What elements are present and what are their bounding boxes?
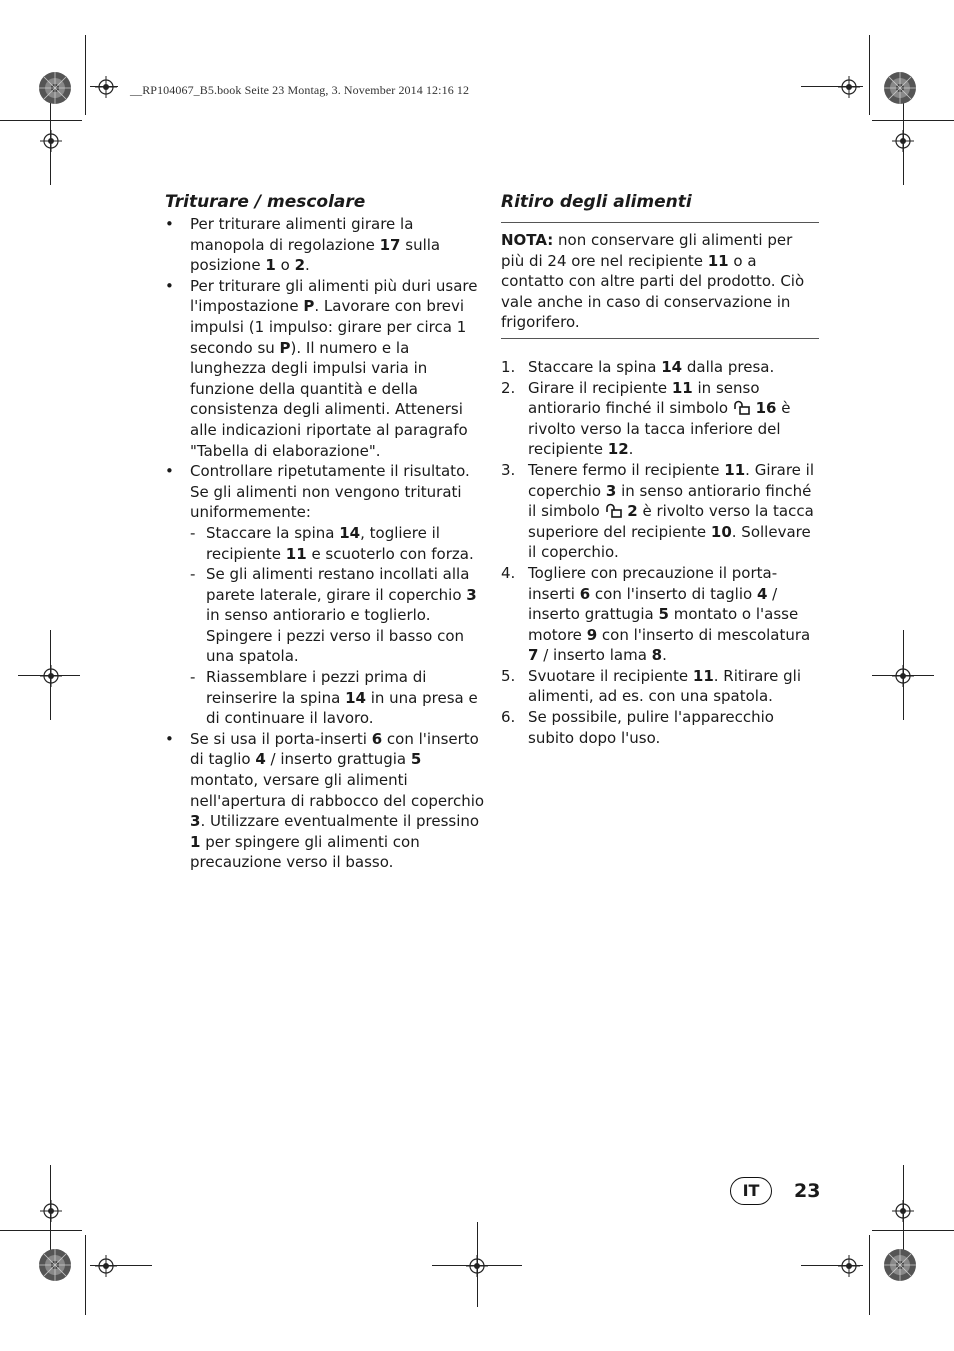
list-item: • Controllare ripetutamente il risultato. Se gli alimenti non vengono triturati uniformemente: - Staccare la spina 14, togliere il recipiente 11 e scuoterlo con forza. - Se gli alimenti restano incollati alla parete laterale, girare il coperchio 3 in senso antiorario e toglierlo. Spingere i pezzi verso il basso con una spatola. - Riassemblare i pezzi prima di reinserire la spina 14 in una presa e di continuare il lavoro. — [165, 461, 485, 729]
crop-mark — [869, 35, 870, 115]
crop-mark — [872, 120, 954, 121]
registration-mark-icon — [838, 76, 860, 98]
unlock-icon — [605, 503, 623, 518]
ref-number: 17 — [379, 235, 401, 254]
bullet-list — [165, 214, 485, 873]
section-heading-triturare: Triturare / mescolare — [165, 192, 366, 212]
registration-mark-icon — [95, 1255, 117, 1277]
color-rosette-icon — [883, 1248, 917, 1282]
list-item: - Riassemblare i pezzi prima di reinserire la spina 14 in una presa e di continuare il lavoro. — [190, 668, 478, 728]
crop-mark — [0, 120, 82, 121]
ref-number: 4 — [255, 750, 266, 769]
crop-mark — [869, 1235, 870, 1315]
dash-icon: - — [190, 523, 196, 542]
unlock-icon — [733, 400, 751, 415]
bullet-icon: • — [165, 276, 174, 295]
ref-number: 11 — [692, 666, 714, 685]
right-column — [501, 190, 821, 748]
registration-mark-icon — [466, 1255, 488, 1277]
step-item: 1. Staccare la spina 14 dalla presa. — [501, 357, 775, 376]
ref-number: 11 — [285, 544, 307, 563]
step-number: 4. — [501, 563, 516, 582]
bullet-icon: • — [165, 462, 174, 481]
registration-mark-icon — [838, 1255, 860, 1277]
step-number: 2. — [501, 378, 516, 397]
color-rosette-icon — [883, 71, 917, 105]
registration-mark-icon — [892, 130, 914, 152]
list-item: • Per triturare alimenti girare la manopola di regolazione 17 sulla posizione 1 o 2. — [165, 215, 441, 275]
ref-number: 7 — [528, 646, 539, 665]
step-item: 4. Togliere con precauzione il porta-inserti 6 con l'inserto di taglio 4 / inserto grattugia 5 montato o l'asse motore 9 con l'inserto di mescolatura 7 / inserto lama 8. — [501, 563, 811, 665]
list-item: - Se gli alimenti restano incollati alla parete laterale, girare il coperchio 3 in senso antiorario e toglierlo. Spingere i pezzi verso il basso con una spatola. — [190, 565, 477, 666]
list-item: • Per triturare gli alimenti più duri usare l'impostazione P. Lavorare con brevi impulsi (1 impulso: girare per circa 1 secondo su P). Il numero e la lunghezza degli impulsi varia in funzione della quantità e della consistenza degli alimenti. Attenersi alle indicazioni riportate al paragrafo "Tabella di elaborazione". — [165, 276, 478, 460]
list-item: - Staccare la spina 14, togliere il recipiente 11 e scuoterlo con forza. — [190, 523, 474, 563]
ref-number: 11 — [707, 251, 729, 270]
crop-mark — [0, 1230, 82, 1231]
step-item: 3. Tenere fermo il recipiente 11. Girare il coperchio 3 in senso antiorario finché il simbolo 2 è rivolto verso la tacca superiore del recipiente 10. Sollevare il coperchio. — [501, 460, 815, 562]
ref-number: 2 — [294, 256, 305, 275]
ref-number: 14 — [661, 357, 683, 376]
ref-number: 3 — [605, 481, 617, 500]
ref-number: 2 — [627, 502, 638, 521]
color-rosette-icon — [38, 1248, 72, 1282]
registration-mark-icon — [892, 665, 914, 687]
ref-number: 5 — [410, 750, 422, 769]
ref-number: 9 — [586, 625, 598, 644]
note-label: NOTA: — [501, 231, 554, 249]
ref-number: 5 — [658, 605, 669, 624]
dash-list — [190, 523, 485, 729]
language-badge: IT — [730, 1177, 772, 1205]
registration-mark-icon — [892, 1200, 914, 1222]
ref-number: 3 — [190, 812, 201, 831]
color-rosette-icon — [38, 71, 72, 105]
step-number: 1. — [501, 357, 516, 376]
bullet-icon: • — [165, 215, 174, 233]
registration-mark-icon — [40, 1200, 62, 1222]
step-number: 3. — [501, 460, 516, 479]
ref-number: 11 — [724, 460, 746, 479]
registration-mark-icon — [95, 76, 117, 98]
ref-number: 3 — [466, 585, 477, 604]
dash-icon: - — [190, 565, 196, 584]
section-heading-ritiro: Ritiro degli alimenti — [501, 192, 692, 212]
crop-mark — [85, 1235, 86, 1315]
ref-number: 6 — [579, 584, 591, 603]
step-number: 6. — [501, 708, 516, 727]
registration-mark-icon — [40, 130, 62, 152]
crop-mark — [872, 1230, 954, 1231]
dash-icon: - — [190, 668, 196, 687]
ref-number: 14 — [339, 523, 361, 542]
step-item: 5. Svuotare il recipiente 11. Ritirare gli alimenti, ad es. con una spatola. — [501, 666, 801, 706]
ref-number: 6 — [371, 729, 383, 748]
ref-number: 12 — [607, 440, 629, 459]
ref-number: 1 — [190, 832, 201, 851]
step-number: 5. — [501, 666, 516, 685]
ref-number: 14 — [345, 688, 366, 707]
page-number: 23 — [794, 1180, 821, 1202]
note-box: NOTA: non conservare gli alimenti per più di 24 ore nel recipiente 11 o a contatto con altre parti del prodotto. Ciò vale anche in caso di conservazione in frigorifero. — [501, 222, 819, 339]
registration-mark-icon — [40, 665, 62, 687]
ref-number: 4 — [756, 584, 768, 603]
bullet-icon: • — [165, 729, 174, 748]
ref-number: 10 — [710, 522, 732, 541]
ref-number: 16 — [755, 399, 777, 418]
ref-number: 11 — [671, 378, 693, 397]
ref-number: 8 — [651, 646, 663, 665]
crop-mark — [85, 35, 86, 115]
list-item: • Se si usa il porta-inserti 6 con l'inserto di taglio 4 / inserto grattugia 5 montato, versare gli alimenti nell'apertura di rabbocco del coperchio 3. Utilizzare eventualmente il pressino 1 per spingere gli alimenti con precauzione verso il basso. — [165, 729, 485, 872]
print-file-info: __RP104067_B5.book Seite 23 Montag, 3. November 2014 12:16 12 — [130, 83, 470, 97]
step-item: 2. Girare il recipiente 11 in senso antiorario finché il simbolo 16 è rivolto verso la tacca inferiore del recipiente 12. — [501, 378, 791, 459]
step-item: 6. Se possibile, pulire l'apparecchio subito dopo l'uso. — [501, 708, 774, 747]
ref-number: 1 — [265, 256, 276, 275]
ref-number: P — [279, 338, 291, 357]
left-column — [165, 190, 485, 873]
ref-number: P — [303, 297, 315, 316]
steps-list — [501, 357, 821, 748]
